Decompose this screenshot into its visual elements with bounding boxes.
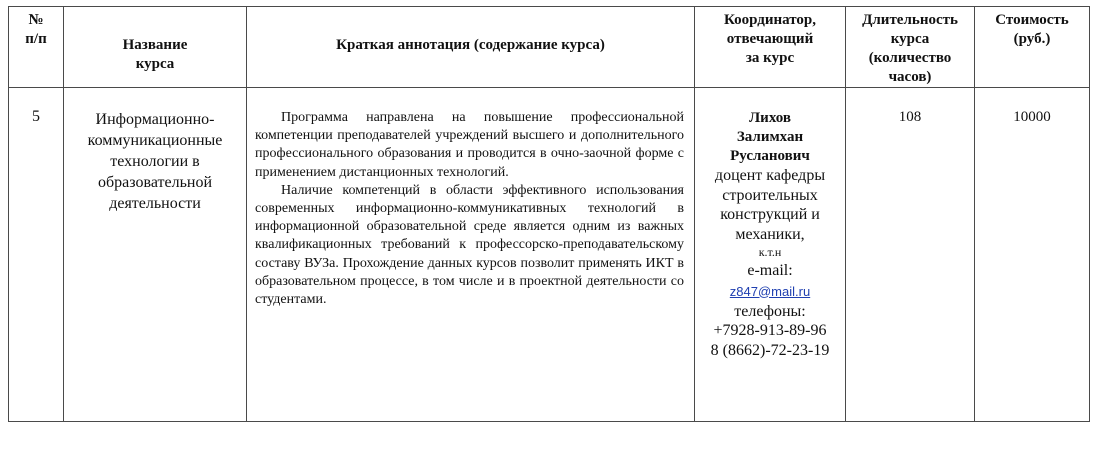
row-number: 5 [32,108,40,125]
cell-number [9,88,64,422]
coordinator-name: Лихов Залимхан Русланович [730,110,810,164]
header-cost-label: Стоимость (руб.) [995,12,1069,47]
header-cell-number [9,7,64,88]
header-coordinator-label: Координатор, отвечающий за курс [723,12,817,66]
email-label: e-mail: [747,262,793,279]
coordinator-degree: к.т.н [758,245,782,259]
course-duration: 108 [898,109,922,125]
header-number-label: № п/п [25,12,47,47]
cell-course-name [64,88,247,422]
annotation-paragraph-1: Программа направлена на повышение профессиональной компетенции преподавателей учреждений высшего и дополнительного профессионального образования и проводится в очно-заочной форме с применением дистанционных технологий. [255,110,684,180]
header-cell-name [64,7,247,88]
header-cell-cost [975,7,1090,88]
header-name-label: Название курса [122,37,188,72]
course-annotation [247,88,694,309]
table-header-row [9,7,1090,88]
cell-duration [846,88,975,422]
email-link[interactable]: z847@mail.ru [729,283,811,299]
annotation-paragraph-2: Наличие компетенций в области эффективного использования современных информационно-коммуникативных технологий в информационной образовательной среде является одним из важных квалификационных требований к профессорско-преподавательскому составу ВУЗа. Прохождение данных курсов позволит применять ИКТ в образовательном процессе, в том числе и в проектной деятельности со студентами. [255,182,684,308]
cell-coordinator [695,88,846,422]
header-cell-duration [846,7,975,88]
header-duration-label: Длительность курса (количество часов) [862,12,958,85]
cell-cost [975,88,1090,422]
course-table [8,6,1090,422]
table-row [9,88,1090,422]
coordinator-position: доцент кафедры строительных конструкций и механики, [714,167,826,243]
phone-2: 8 (8662)-72-23-19 [710,341,830,359]
phone-1: +7928-913-89-96 [713,322,827,339]
course-cost: 10000 [1013,109,1051,125]
coordinator-info [695,88,845,360]
cell-annotation [247,88,695,422]
header-annotation-label: Краткая аннотация (содержание курса) [336,37,605,53]
header-cell-coordinator [695,7,846,88]
header-cell-annotation [247,7,695,88]
phones-label: телефоны: [734,302,806,320]
course-name: Информационно- коммуникационные технологии в образовательной деятельности [87,111,223,212]
document-page [8,6,1090,422]
